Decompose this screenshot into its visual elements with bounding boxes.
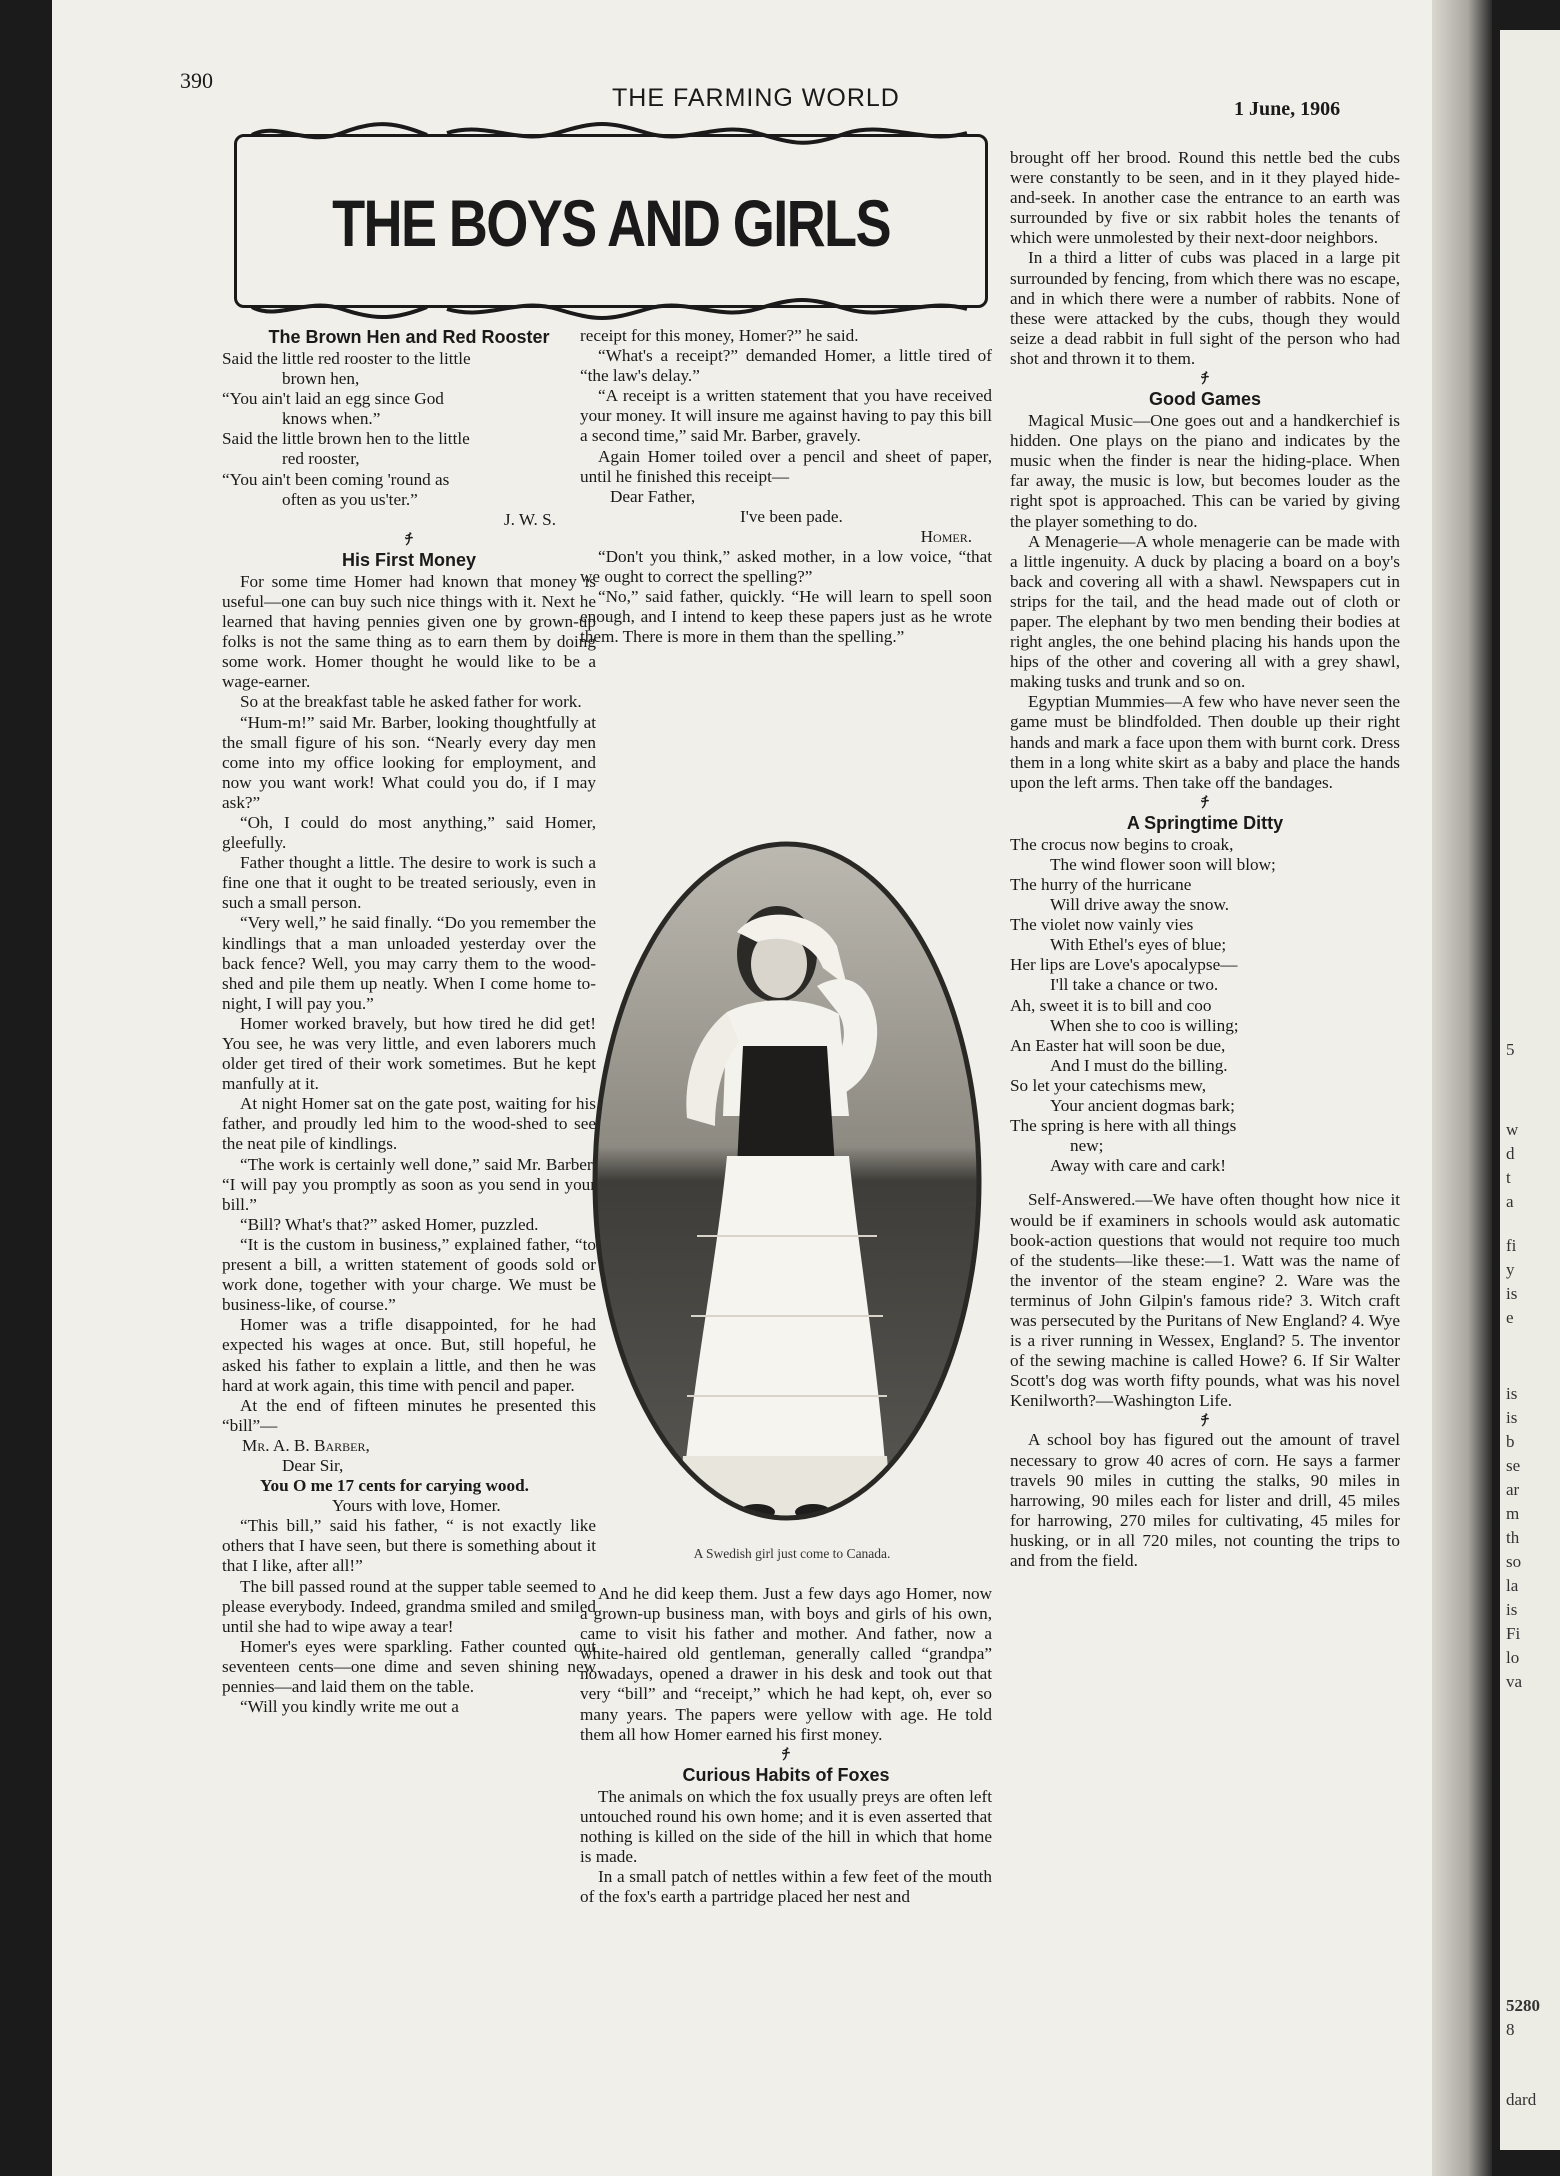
fragment: 8 (1506, 2020, 1515, 2039)
fragment: a (1506, 1192, 1514, 1211)
banner-ornament-bottom (247, 297, 973, 321)
newspaper-page (52, 0, 1492, 2176)
section-ornament: ﾁ (405, 531, 413, 548)
poem-signature: J. W. S. (503, 509, 556, 529)
bill-signature: Yours with love, Homer. (332, 1496, 501, 1516)
bill-body: You O me 17 cents for carying wood. (260, 1476, 529, 1496)
paragraph: Homer's eyes were sparkling. Father counted out seventeen cents—one dime and seven shining new pennies—and laid them on the table. (222, 1636, 596, 1696)
paragraph: Magical Music—One goes out and a handkerchief is hidden. One plays on the piano and indicates by the music when the finder is near the hiding-place. When far away, the music is low, but becomes louder as the right spot is approached. This can be varied by giving the player something to do. (1010, 411, 1400, 531)
paragraph: In a third a litter of cubs was placed in a large pit surrounded by fencing, from which there was no escape, and in which there were a number of rabbits. None of these were attacked by the cubs, though they would seize a dead rabbit in full sight of the person who had shot and thrown it to them. (1010, 248, 1400, 368)
poem-line: “You ain't laid an egg since God (222, 389, 444, 409)
fragment: t (1506, 1168, 1511, 1187)
fragment: y (1506, 1260, 1515, 1279)
fragment: dard (1506, 2090, 1537, 2109)
fragment: la (1506, 1576, 1519, 1595)
fragment: so (1506, 1552, 1522, 1571)
section-ornament: ﾁ (1201, 1413, 1209, 1430)
poem-line: knows when.” (282, 409, 381, 429)
poem-line: Ah, sweet it is to bill and coo (1010, 995, 1212, 1015)
paragraph: “Will you kindly write me out a (240, 1697, 459, 1717)
poem-line: The crocus now begins to croak, (1010, 834, 1234, 854)
poem-line: Said the little red rooster to the little (222, 349, 471, 368)
fragment: b (1506, 1432, 1515, 1451)
bill-salutation: Dear Sir, (282, 1455, 344, 1475)
poem-line: When she to coo is willing; (1050, 1015, 1239, 1035)
paragraph: “Don't you think,” asked mother, in a low voice, “that we ought to correct the spelling?” (580, 547, 992, 587)
paragraph: brought off her brood. Round this nettle bed the cubs were constantly to be seen, and in it they played hide-and-seek. In another case the entrance to an earth was surrounded by five or six rabbit holes the tenants of which were unmolested by their next-door neighbors. (1010, 148, 1400, 248)
paragraph: And he did keep them. Just a few days ago Homer, now a grown-up business man, with boys and girls of his own, came to visit his father and mother. And father, now a white-haired old gentleman, generally called “grandpa” nowadays, opened a drawer in his desk and took out that very “bill” and “receipt,” which he had kept, oh, ever so many years. The papers were yellow with age. He told them all how Homer earned his first money. (580, 1584, 992, 1744)
photo-illustration (587, 836, 987, 1526)
fragment: se (1506, 1456, 1521, 1475)
fragment: m (1506, 1504, 1520, 1523)
poem-line: Her lips are Love's apocalypse— (1010, 955, 1238, 975)
fragment: w (1506, 1120, 1519, 1139)
section-ornament: ﾁ (1201, 371, 1209, 388)
poem-line: new; (1070, 1136, 1104, 1156)
paragraph: Again Homer toiled over a pencil and sheet of paper, until he finished this receipt— (580, 446, 992, 486)
banner-ornament-top (247, 121, 973, 145)
fragment: Fi (1506, 1624, 1521, 1643)
column-3 (1010, 148, 1400, 1571)
paragraph: “A receipt is a written statement that you have received your money. It will insure me against having to pay this bill a second time,” said Mr. Barber, gravely. (580, 386, 992, 446)
receipt-signature: Homer. (920, 526, 972, 546)
paragraph: For some time Homer had known that money is useful—one can buy such nice things with it. Next he learned that having pennies given one by grown-up folks is not the same thing as to earn them by doing some work. Homer thought he would like to be a wage-earner. (222, 571, 596, 692)
paragraph: Homer worked bravely, but how tired he did get! You see, he was very little, and even laborers much older get tired of their work sometimes. But he kept manfully at it. (222, 1013, 596, 1094)
poem-line: The wind flower soon will blow; (1050, 854, 1276, 874)
paragraph: A Menagerie—A whole menagerie can be made with a little ingenuity. A duck by placing a board on a boy's back and covering all with a shawl. Newspapers cut in strips for the tail, and the head made out of cloth or paper. The elephant by two men bending their bodies at right angles, the one behind placing his hands upon the hips of the other and covering all with a grey shawl, making tusks and trunk and so on. (1010, 531, 1400, 692)
paragraph: “Hum-m!” said Mr. Barber, looking thoughtfully at the small figure of his son. “Nearly every day men come into my office looking for employment, and now you want work! What could you do, if I may ask?” (222, 712, 596, 812)
paragraph: At night Homer sat on the gate post, waiting for his father, and proudly led him to the wood-shed to see the neat pile of kindlings. (222, 1094, 596, 1154)
poem-line: With Ethel's eyes of blue; (1050, 935, 1227, 955)
paragraph: The bill passed round at the supper table seemed to please everybody. Indeed, grandma smiled and smiled until she had to wipe away a tear! (222, 1576, 596, 1636)
column-1 (222, 326, 596, 1717)
adjacent-page-edge (1500, 30, 1560, 2150)
fragment: ar (1506, 1480, 1520, 1499)
article-title-foxes: Curious Habits of Foxes (682, 1764, 890, 1785)
article-title-rooster: The Brown Hen and Red Rooster (268, 327, 550, 347)
ditty-poem (1010, 835, 1400, 1177)
paragraph: “The work is certainly well done,” said Mr. Barber. “I will pay you promptly as soon as you send in your bill.” (222, 1154, 596, 1214)
poem-line: Will drive away the snow. (1050, 895, 1230, 915)
poem-line: often as you us'ter.” (282, 489, 418, 509)
paragraph: “Bill? What's that?” asked Homer, puzzled. (240, 1214, 539, 1234)
poem-line: And I must do the billing. (1050, 1055, 1228, 1075)
receipt-salutation: Dear Father, (610, 486, 696, 506)
publication-title: THE FARMING WORLD (612, 84, 900, 112)
poem-line: red rooster, (282, 449, 360, 469)
fragment: is (1506, 1384, 1518, 1403)
poem-line: I'll take a chance or two. (1050, 975, 1219, 995)
article-title-ditty: A Springtime Ditty (1126, 812, 1284, 833)
paragraph: “What's a receipt?” demanded Homer, a little tired of “the law's delay.” (580, 346, 992, 386)
poem-line: brown hen, (282, 369, 360, 389)
paragraph: Egyptian Mummies—A few who have never seen the game must be blindfolded. Then double up their right hands and mark a face upon them with burnt cork. Dress them in a long white skirt as a baby and place the hands upon the left arms. Then take off the bandages. (1010, 692, 1400, 792)
fragment: is (1506, 1408, 1518, 1427)
paragraph: “This bill,” said his father, “ is not exactly like others that I have seen, but there is something about it that I like, after all!” (222, 1516, 596, 1576)
fragment: is (1506, 1600, 1518, 1619)
receipt-body: I've been pade. (740, 506, 843, 526)
fragment: th (1506, 1528, 1520, 1547)
page-number: 390 (180, 68, 213, 93)
section-banner (234, 134, 988, 308)
paragraph: So at the breakfast table he asked father for work. (240, 692, 582, 712)
paragraph: “It is the custom in business,” explained father, “to present a bill, a written statement of goods sold or work done, together with your charge. We must be business-like, of course.” (222, 1234, 596, 1315)
paragraph: receipt for this money, Homer?” he said. (580, 326, 859, 345)
fragment: 5 (1506, 1040, 1515, 1059)
poem-line: So let your catechisms mew, (1010, 1075, 1207, 1095)
issue-date: 1 June, 1906 (1234, 98, 1341, 120)
paragraph-school-boy: A school boy has figured out the amount of travel necessary to grow 40 acres of corn. He says a farmer travels 90 miles in cutting the stalks, 90 miles in harrowing, 90 miles each for lister and drill, 45 miles for harrowing, 270 miles for cultivating, 45 miles for husking, or in all 720 miles, not counting the trips to and from the field. (1010, 1430, 1400, 1570)
fragment: d (1506, 1144, 1515, 1163)
article-title-games: Good Games (1148, 389, 1262, 410)
photo-swedish-girl (587, 836, 987, 1526)
article-title-first-money: His First Money (341, 549, 477, 570)
fragment: lo (1506, 1648, 1520, 1667)
fragment: fi (1506, 1236, 1517, 1255)
fragment: va (1506, 1672, 1523, 1691)
rooster-poem (222, 349, 596, 510)
paragraph: At the end of fifteen minutes he presented this “bill”— (222, 1395, 596, 1435)
paragraph: Father thought a little. The desire to work is such a fine one that it ought to be treated seriously, even in such a small person. (222, 853, 596, 913)
paragraph: In a small patch of nettles within a few feet of the mouth of the fox's earth a partridge placed her nest and (580, 1867, 992, 1907)
poem-line: Away with care and cark! (1050, 1156, 1226, 1176)
poem-line: Said the little brown hen to the little (222, 429, 470, 449)
paragraph: “Very well,” he said finally. “Do you remember the kindlings that a man unloaded yesterday over the back fence? Well, you may carry them to the wood-shed and pile them up neatly. When I come home to-night, I will pay you.” (222, 913, 596, 1013)
bill-addressee: Mr. A. B. Barber, (242, 1435, 370, 1455)
paragraph: The animals on which the fox usually preys are often left untouched round his own home; and it is even asserted that nothing is killed on the side of the hill in which that home is made. (580, 1786, 992, 1867)
column-2-bottom (580, 1584, 992, 1907)
page-gutter-shadow (1432, 0, 1492, 2176)
fragment: 5280 (1506, 1996, 1540, 2015)
poem-line: “You ain't been coming 'round as (222, 469, 450, 489)
section-title: THE BOYS AND GIRLS (332, 186, 890, 260)
fragment: is (1506, 1284, 1518, 1303)
poem-line: The spring is here with all things (1010, 1116, 1237, 1136)
poem-line: The hurry of the hurricane (1010, 875, 1192, 894)
paragraph: “Oh, I could do most anything,” said Homer, gleefully. (222, 812, 596, 853)
section-ornament: ﾁ (782, 1746, 790, 1763)
column-2-top (580, 326, 992, 648)
paragraph: “No,” said father, quickly. “He will learn to spell soon enough, and I intend to keep these papers just as he wrote them. There is more in them than the spelling.” (580, 587, 992, 647)
poem-line: Your ancient dogmas bark; (1050, 1096, 1235, 1116)
paragraph: Homer was a trifle disappointed, for he had expected his wages at once. But, still hopeful, he asked his father to explain a little, and then he was hard at work again, this time with pencil and paper. (222, 1315, 596, 1395)
photo-caption: A Swedish girl just come to Canada. (693, 1546, 891, 1561)
paragraph-self-answered: Self-Answered.—We have often thought how nice it would be if examiners in schools would ask automatic book-action questions that would not require too much of the students—like these:—1. Watt was the name of the inventor of the steam engine? 2. Ware was the terminus of John Gilpin's famous ride? 3. Witch craft was persecuted by the Puritans of New England? 4. Wye is a river running in Wessex, England? 5. The inventor of the sewing machine is called Howe? 6. If Sir Walter Scott's dog was worth fifty pounds, what was his novel Kenilworth?—Washington Life. (1010, 1190, 1400, 1411)
fragment: e (1506, 1308, 1514, 1327)
poem-line: The violet now vainly vies (1010, 915, 1194, 935)
poem-line: An Easter hat will soon be due, (1010, 1035, 1226, 1055)
section-ornament: ﾁ (1201, 794, 1209, 811)
